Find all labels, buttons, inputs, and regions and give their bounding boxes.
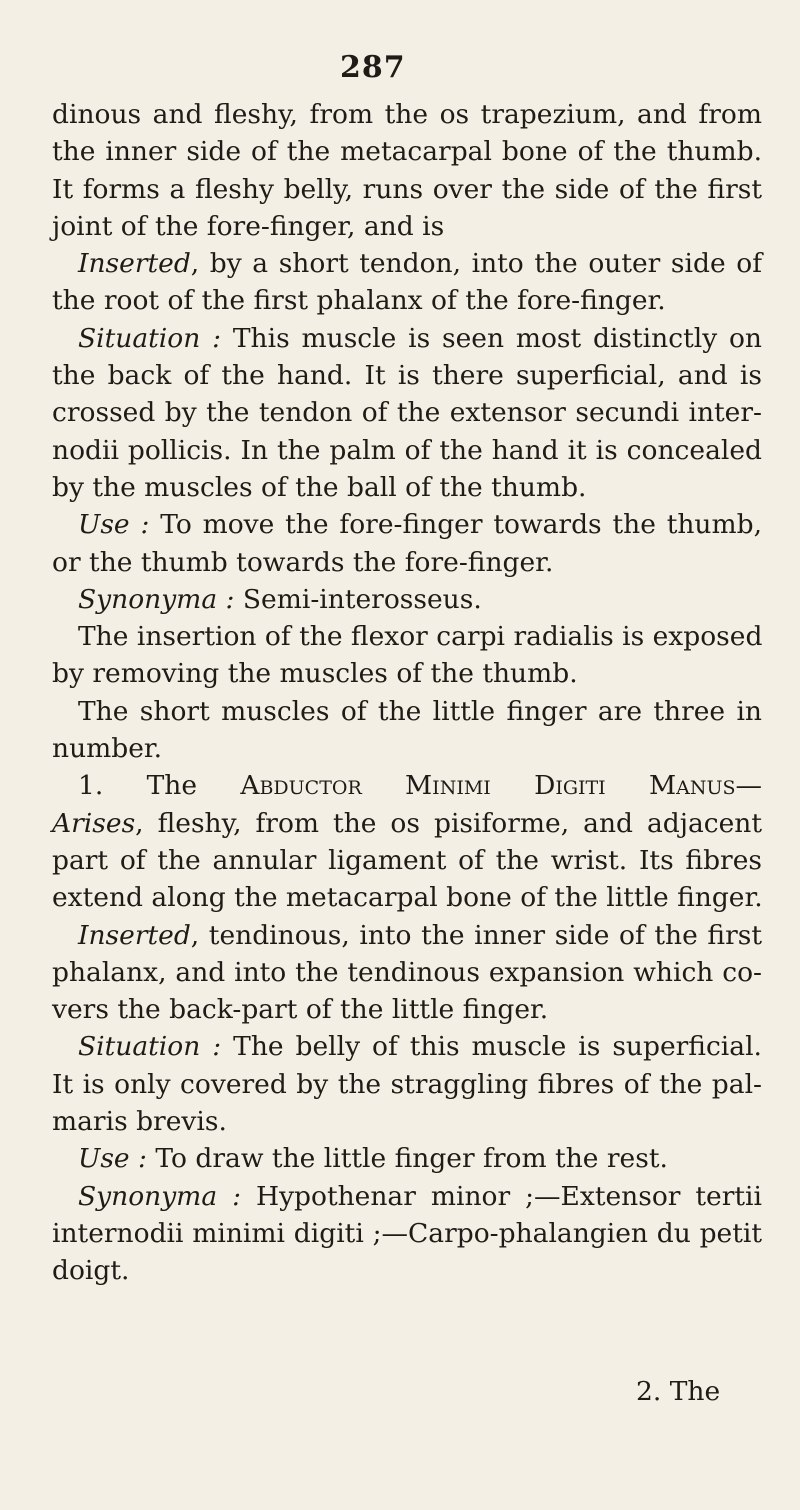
text-line xyxy=(52,245,762,282)
text-line xyxy=(52,506,762,543)
text-line: It forms a fleshy belly, runs over the side of the first xyxy=(52,173,762,205)
term-label: Synonyma : xyxy=(78,1180,241,1212)
line-text: The belly of this muscle is superficial. xyxy=(221,1031,762,1063)
line-text: 1. The xyxy=(78,770,241,802)
line-text: , by a short tendon, into the outer side of xyxy=(190,248,762,280)
body-text xyxy=(52,96,762,1290)
text-line: maris brevis. xyxy=(52,1106,227,1138)
text-line xyxy=(52,1178,762,1215)
term-label: Situation : xyxy=(78,1031,222,1063)
line-text: To draw the little finger from the rest. xyxy=(146,1143,668,1175)
term-label: Situation : xyxy=(78,322,222,354)
catchword: 2. The xyxy=(636,1376,721,1407)
line-text: Hypothenar minor ;—Extensor tertii xyxy=(241,1180,762,1212)
text-line xyxy=(52,1140,762,1177)
text-line xyxy=(52,767,762,804)
text-line: nodii pollicis. In the palm of the hand it is concealed xyxy=(52,434,762,466)
line-text: , fleshy, from the os pisiforme, and adjacent xyxy=(135,807,762,839)
text-line: extend along the metacarpal bone of the little finger. xyxy=(52,882,763,914)
text-line: joint of the fore-finger, and is xyxy=(52,210,445,242)
line-text: — xyxy=(735,770,762,802)
text-line: The insertion of the flexor carpi radialis is exposed xyxy=(78,621,763,653)
text-line xyxy=(52,1028,762,1065)
term-label: Synonyma : xyxy=(78,583,235,615)
term-label: Use : xyxy=(78,509,150,541)
text-line: by the muscles of the ball of the thumb. xyxy=(52,471,587,503)
text-line xyxy=(52,581,762,618)
line-text: This muscle is seen most distinctly on xyxy=(221,322,762,354)
term-label: Arises xyxy=(52,807,136,839)
text-line: the root of the first phalanx of the fore-finger. xyxy=(52,285,666,317)
term-label: Inserted xyxy=(78,248,191,280)
text-line: the inner side of the metacarpal bone of the thumb. xyxy=(52,136,762,168)
text-line: The short muscles of the little finger are three in xyxy=(78,695,762,727)
term-label: Use : xyxy=(78,1143,147,1175)
text-line: internodii minimi digiti ;—Carpo-phalangien du petit xyxy=(52,1217,762,1249)
page-number: 287 xyxy=(340,50,406,85)
line-text: Semi-interosseus. xyxy=(234,583,482,615)
text-line xyxy=(52,805,762,842)
text-line xyxy=(52,917,762,954)
text-line: phalanx, and into the tendinous expansion which co- xyxy=(52,956,762,988)
text-line: by removing the muscles of the thumb. xyxy=(52,658,578,690)
text-line: dinous and fleshy, from the os trapezium, and from xyxy=(52,99,762,130)
text-line: part of the annular ligament of the wrist. Its fibres xyxy=(52,844,762,876)
text-line: It is only covered by the straggling fibres of the pal- xyxy=(52,1068,762,1100)
text-line: number. xyxy=(52,733,163,765)
muscle-name: Abductor Minimi Digiti Manus xyxy=(240,770,736,802)
term-label: Inserted xyxy=(78,919,191,951)
text-line xyxy=(52,320,762,357)
text-line: crossed by the tendon of the extensor secundi inter- xyxy=(52,397,762,429)
line-text: To move the fore-finger towards the thumb, xyxy=(149,509,763,541)
text-line: vers the back-part of the little finger. xyxy=(52,994,549,1026)
text-line: doigt. xyxy=(52,1255,130,1287)
line-text: , tendinous, into the inner side of the first xyxy=(190,919,762,951)
text-line: or the thumb towards the fore-finger. xyxy=(52,546,554,578)
text-line: the back of the hand. It is there superficial, and is xyxy=(52,360,762,392)
